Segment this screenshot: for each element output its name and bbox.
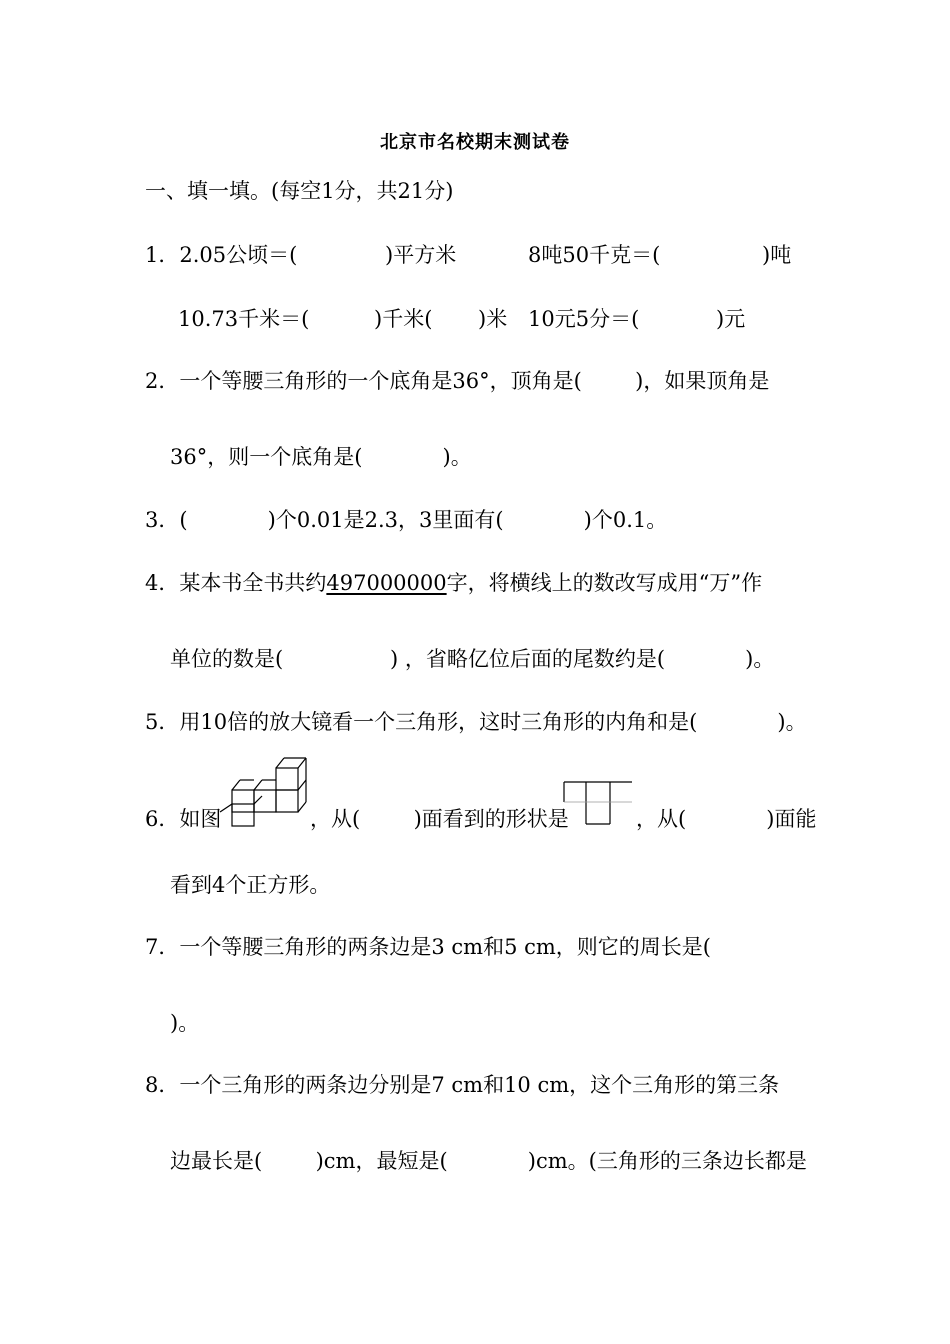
q4-text-post: 字，将横线上的数改写成用“万”作	[446, 571, 763, 595]
q1-part-d-left: 10元5分＝(	[528, 307, 640, 331]
cube-stack-figure	[216, 754, 308, 830]
q4-line1	[145, 570, 762, 596]
q6-text-mid: ，从( )面看到的形状是	[310, 807, 569, 831]
q1-part-c-mid: )千米(	[374, 307, 433, 331]
q6-text-pre: 6．如图	[145, 807, 222, 831]
q1-part-a-left: 1．2.05公顷＝(	[145, 243, 298, 267]
q4-underlined-number: 497000000	[326, 571, 447, 595]
q5-line1: 5．用10倍的放大镜看一个三角形，这时三角形的内角和是( )。	[145, 710, 807, 734]
q2-line1: 2．一个等腰三角形的一个底角是36°，顶角是( )，如果顶角是	[145, 369, 770, 393]
q1-part-b-left: 8吨50千克＝(	[528, 243, 661, 267]
q7-line1: 7．一个等腰三角形的两条边是3 cm和5 cm，则它的周长是(	[145, 935, 711, 959]
q1-part-d-right: )元	[716, 307, 746, 331]
q1-part-b-right: )吨	[762, 243, 792, 267]
q1-part-c-left: 10.73千米＝(	[178, 307, 310, 331]
q6-line2: 看到4个正方形。	[170, 873, 331, 897]
q8-line2: 边最长是( )cm，最短是( )cm。(三角形的三条边长都是	[170, 1149, 807, 1173]
q8-line1: 8．一个三角形的两条边分别是7 cm和10 cm，这个三角形的第三条	[145, 1073, 780, 1097]
q1-part-a-right: )平方米	[385, 243, 457, 267]
view-shape-figure	[562, 780, 634, 828]
q6-text-post: ，从( )面能	[636, 807, 817, 831]
section-heading: 一、填一填。(每空1分，共21分)	[145, 179, 454, 203]
q1-part-c-right: )米	[478, 307, 508, 331]
q7-line2: )。	[170, 1011, 200, 1035]
q4-line2: 单位的数是( ) ，省略亿位后面的尾数约是( )。	[170, 647, 775, 671]
q4-text-pre: 4．某本书全书共约	[145, 571, 327, 595]
page-title: 北京市名校期末测试卷	[380, 132, 570, 153]
q2-line2: 36°，则一个底角是( )。	[170, 445, 472, 469]
q3-line1: 3．( )个0.01是2.3，3里面有( )个0.1。	[145, 508, 668, 532]
